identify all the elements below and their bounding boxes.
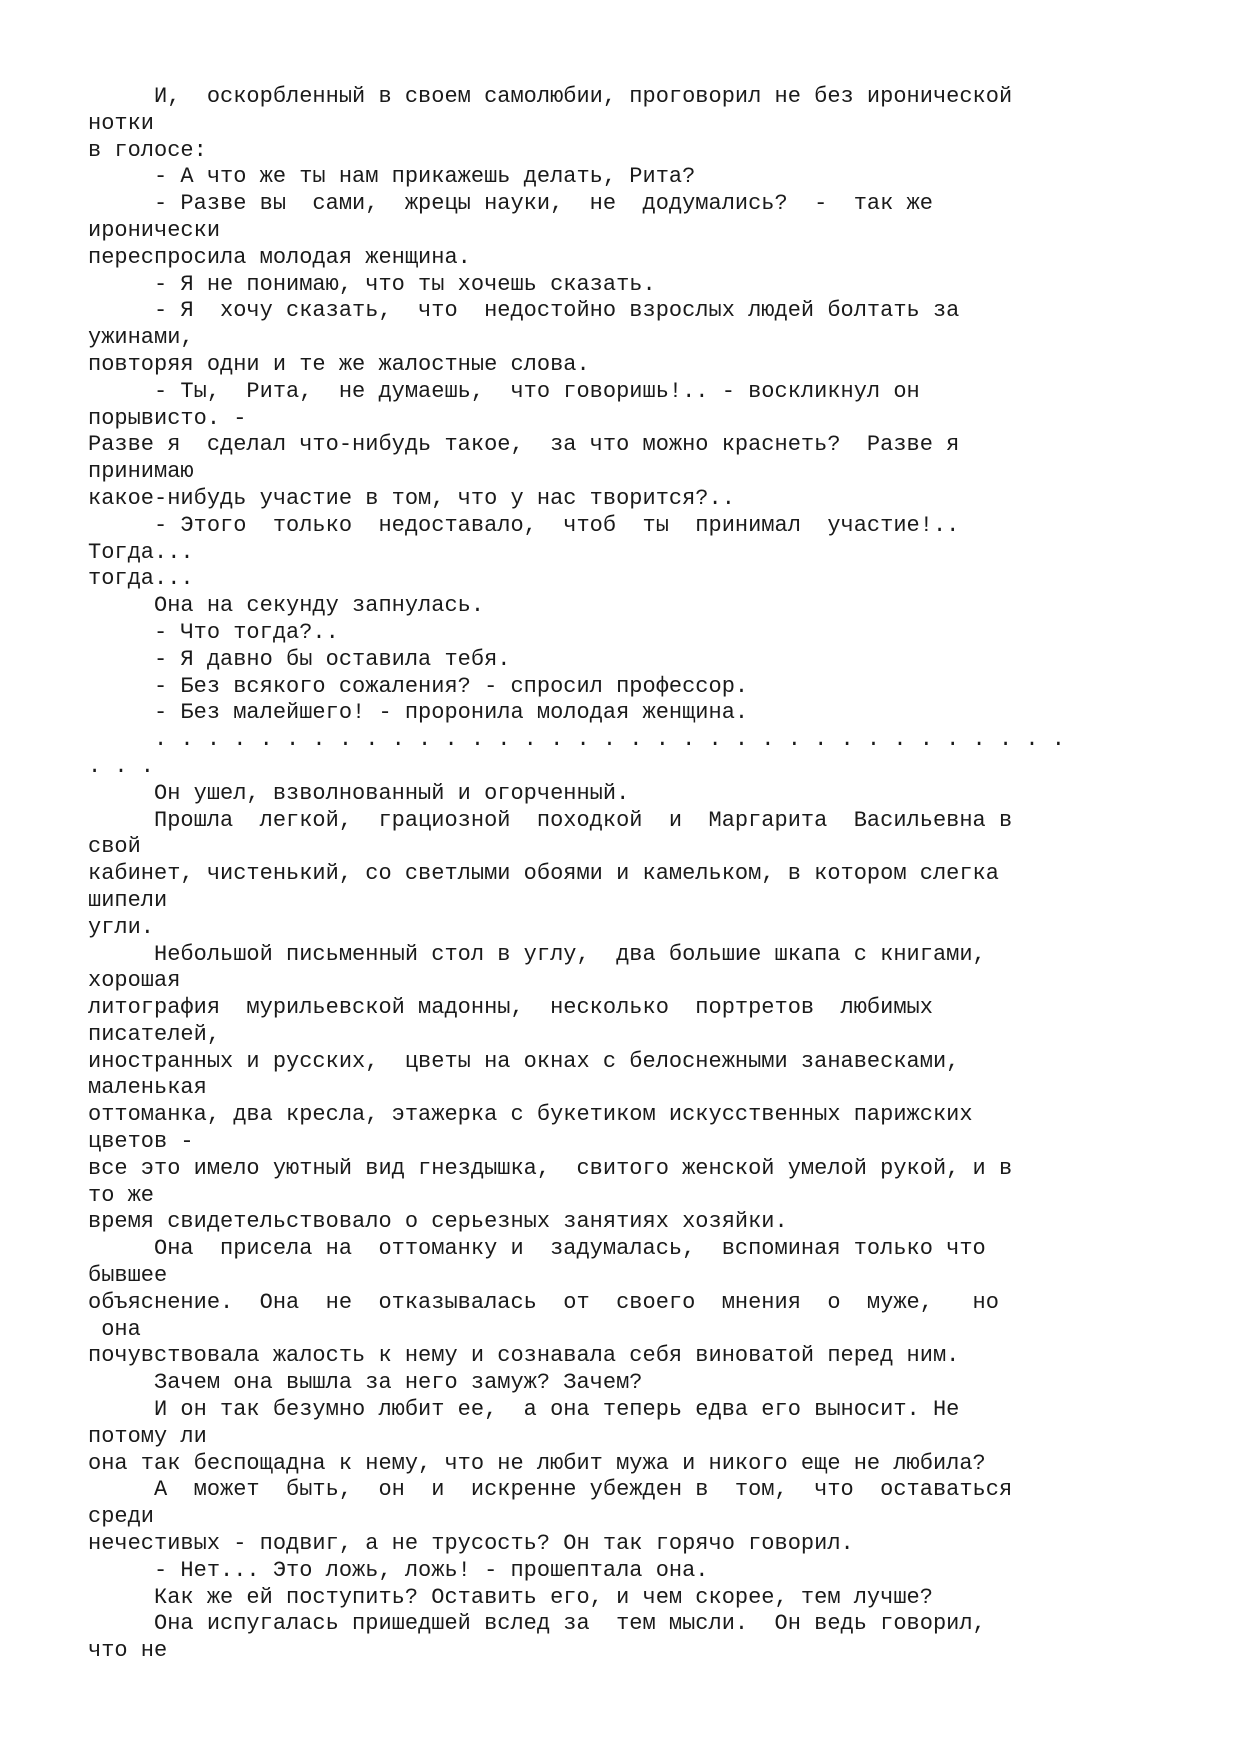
text-line: Она на секунду запнулась. <box>88 593 485 619</box>
text-line: Он ушел, взволнованный и огорченный. <box>88 780 630 806</box>
text-line: Зачем она вышла за него замуж? Зачем? <box>88 1370 643 1396</box>
text-line: писателей, <box>88 1021 221 1047</box>
document-text <box>88 84 1208 1665</box>
text-line: - А что же ты нам прикажешь делать, Рита? <box>88 164 696 190</box>
dot-separator-line: . . . <box>88 753 155 779</box>
text-line: принимаю <box>88 459 194 485</box>
text-line: что не <box>88 1638 168 1664</box>
text-line: кабинет, чистенький, со светлыми обоями и камельком, в котором слегка <box>88 861 999 887</box>
text-line: иронически <box>88 217 221 243</box>
text-line: - Что тогда?.. <box>88 619 339 645</box>
text-line: - Я не понимаю, что ты хочешь сказать. <box>88 271 656 297</box>
text-line: объяснение. Она не отказывалась от своего мнения о муже, но <box>88 1289 999 1315</box>
text-line: то же <box>88 1182 155 1208</box>
text-line: - Разве вы сами, жрецы науки, не додумались? - так же <box>88 191 933 217</box>
text-line: Разве я сделал что-нибудь такое, за что можно краснеть? Разве я <box>88 432 960 458</box>
text-line: нотки <box>88 110 155 136</box>
text-line: оттоманка, два кресла, этажерка с букетиком искусственных парижских <box>88 1102 973 1128</box>
text-line: переспросила молодая женщина. <box>88 244 471 270</box>
text-line: порывисто. - <box>88 405 247 431</box>
text-line: бывшее <box>88 1263 168 1289</box>
text-line: - Нет... Это ложь, ложь! - прошептала она. <box>88 1557 709 1583</box>
text-line: все это имело уютный вид гнездышка, свитого женской умелой рукой, и в <box>88 1155 1013 1181</box>
text-line: иностранных и русских, цветы на окнах с белоснежными занавесками, <box>88 1048 960 1074</box>
text-line: ужинами, <box>88 325 194 351</box>
text-line: - Этого только недоставало, чтоб ты принимал участие!.. <box>88 512 960 538</box>
text-line: хорошая <box>88 968 181 994</box>
text-line: нечестивых - подвиг, а не трусость? Он так горячо говорил. <box>88 1531 854 1557</box>
text-line: Она испугалась пришедшей вслед за тем мысли. Он ведь говорил, <box>88 1611 986 1637</box>
text-line: Она присела на оттоманку и задумалась, вспоминая только что <box>88 1236 986 1262</box>
text-line: тогда... <box>88 566 194 592</box>
text-line: время свидетельствовало о серьезных занятиях хозяйки. <box>88 1209 788 1235</box>
text-line: шипели <box>88 887 168 913</box>
dot-separator-line: . . . . . . . . . . . . . . . . . . . . . . . . . . . . . . . . . . . <box>88 727 1065 753</box>
text-line: среди <box>88 1504 155 1530</box>
text-line: И он так безумно любит ее, а она теперь едва его выносит. Не <box>88 1397 960 1423</box>
text-line: повторяя одни и те же жалостные слова. <box>88 351 590 377</box>
text-line: Тогда... <box>88 539 194 565</box>
text-line: - Без малейшего! - проронила молодая женщина. <box>88 700 749 726</box>
text-line: Прошла легкой, грациозной походкой и Маргарита Васильевна в <box>88 807 1013 833</box>
text-line: она <box>88 1316 141 1342</box>
text-line: - Я давно бы оставила тебя. <box>88 646 511 672</box>
text-line: она так беспощадна к нему, что не любит мужа и никого еще не любила? <box>88 1450 986 1476</box>
text-line: И, оскорбленный в своем самолюбии, проговорил не без иронической <box>88 84 1013 109</box>
text-line: свой <box>88 834 141 860</box>
text-line: цветов - <box>88 1129 194 1155</box>
text-line: Небольшой письменный стол в углу, два большие шкапа с книгами, <box>88 941 986 967</box>
text-line: литография мурильевской мадонны, несколько портретов любимых <box>88 995 933 1021</box>
text-line: А может быть, он и искренне убежден в том, что оставаться <box>88 1477 1013 1503</box>
text-line: - Ты, Рита, не думаешь, что говоришь!.. - воскликнул он <box>88 378 920 404</box>
text-line: угли. <box>88 914 155 940</box>
text-line: в голосе: <box>88 137 207 163</box>
text-line: какое-нибудь участие в том, что у нас творится?.. <box>88 485 735 511</box>
text-line: потому ли <box>88 1423 207 1449</box>
text-line: - Без всякого сожаления? - спросил профессор. <box>88 673 749 699</box>
text-line: Как же ей поступить? Оставить его, и чем скорее, тем лучше? <box>88 1584 933 1610</box>
text-line: маленькая <box>88 1075 207 1101</box>
text-line: - Я хочу сказать, что недостойно взрослых людей болтать за <box>88 298 960 324</box>
text-line: почувствовала жалость к нему и сознавала себя виноватой перед ним. <box>88 1343 960 1369</box>
